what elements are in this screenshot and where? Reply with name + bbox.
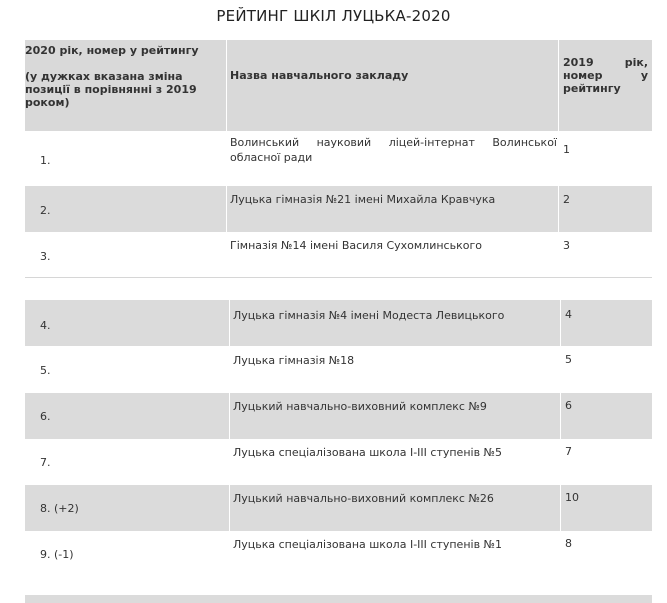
rank-cell: 9. (-1) xyxy=(40,548,74,561)
prev-rank-cell: 3 xyxy=(563,239,570,252)
column-divider xyxy=(229,300,230,577)
prev-rank-cell: 4 xyxy=(565,308,572,321)
rank-cell: 4. xyxy=(40,319,51,332)
school-name-cell: Волинський науковий ліцей-інтернат Волинської обласної ради xyxy=(230,136,557,164)
table-row xyxy=(25,346,652,393)
prev-rank-cell: 7 xyxy=(565,445,572,458)
rank-cell: 2. xyxy=(40,204,51,217)
school-name-cell: Луцька гімназія №18 xyxy=(233,354,355,367)
school-name-cell: Луцька спеціалізована школа І-ІІІ ступенів №5 xyxy=(233,446,502,459)
school-name-cell: Гімназія №14 імені Василя Сухомлинського xyxy=(230,239,482,252)
rank-cell: 6. xyxy=(40,410,51,423)
header-name-column: Назва навчального закладу xyxy=(230,69,409,82)
column-divider xyxy=(558,40,559,277)
prev-rank-cell: 6 xyxy=(565,399,572,412)
rank-cell: 1. xyxy=(40,154,51,167)
page-title: РЕЙТИНГ ШКІЛ ЛУЦЬКА-2020 xyxy=(216,7,451,25)
header-prev-rank-column: 2019 рік, номер у рейтингу xyxy=(563,56,648,95)
table-row xyxy=(25,531,652,577)
prev-rank-cell: 1 xyxy=(563,143,570,156)
prev-rank-cell: 8 xyxy=(565,537,572,550)
table-row xyxy=(25,485,652,531)
rank-cell: 3. xyxy=(40,250,51,263)
rank-cell: 8. (+2) xyxy=(40,502,79,515)
header-rank-column xyxy=(25,44,225,109)
column-divider xyxy=(560,300,561,577)
rank-cell: 5. xyxy=(40,364,51,377)
school-name-cell: Луцький навчально-виховний комплекс №9 xyxy=(233,400,487,413)
school-name-cell: Луцька гімназія №21 імені Михайла Кравчука xyxy=(230,193,496,206)
prev-rank-cell: 10 xyxy=(565,491,579,504)
header-rank-note: (у дужках вказана зміна позиції в порівнянні з 2019 роком) xyxy=(25,70,197,109)
table-row xyxy=(25,300,652,346)
school-name-cell: Луцька спеціалізована школа І-ІІІ ступенів №1 xyxy=(233,538,502,551)
table-row xyxy=(25,439,652,485)
school-name-cell: Луцька гімназія №4 імені Модеста Левицького xyxy=(233,309,505,322)
rank-cell: 7. xyxy=(40,456,51,469)
header-rank-label: 2020 рік, номер у рейтингу xyxy=(25,44,199,57)
column-divider xyxy=(226,40,227,277)
prev-rank-cell: 5 xyxy=(565,353,572,366)
table-row xyxy=(25,393,652,439)
prev-rank-cell: 2 xyxy=(563,193,570,206)
row-divider xyxy=(25,277,652,278)
school-name-cell: Луцький навчально-виховний комплекс №26 xyxy=(233,492,494,505)
table-row xyxy=(25,595,652,603)
